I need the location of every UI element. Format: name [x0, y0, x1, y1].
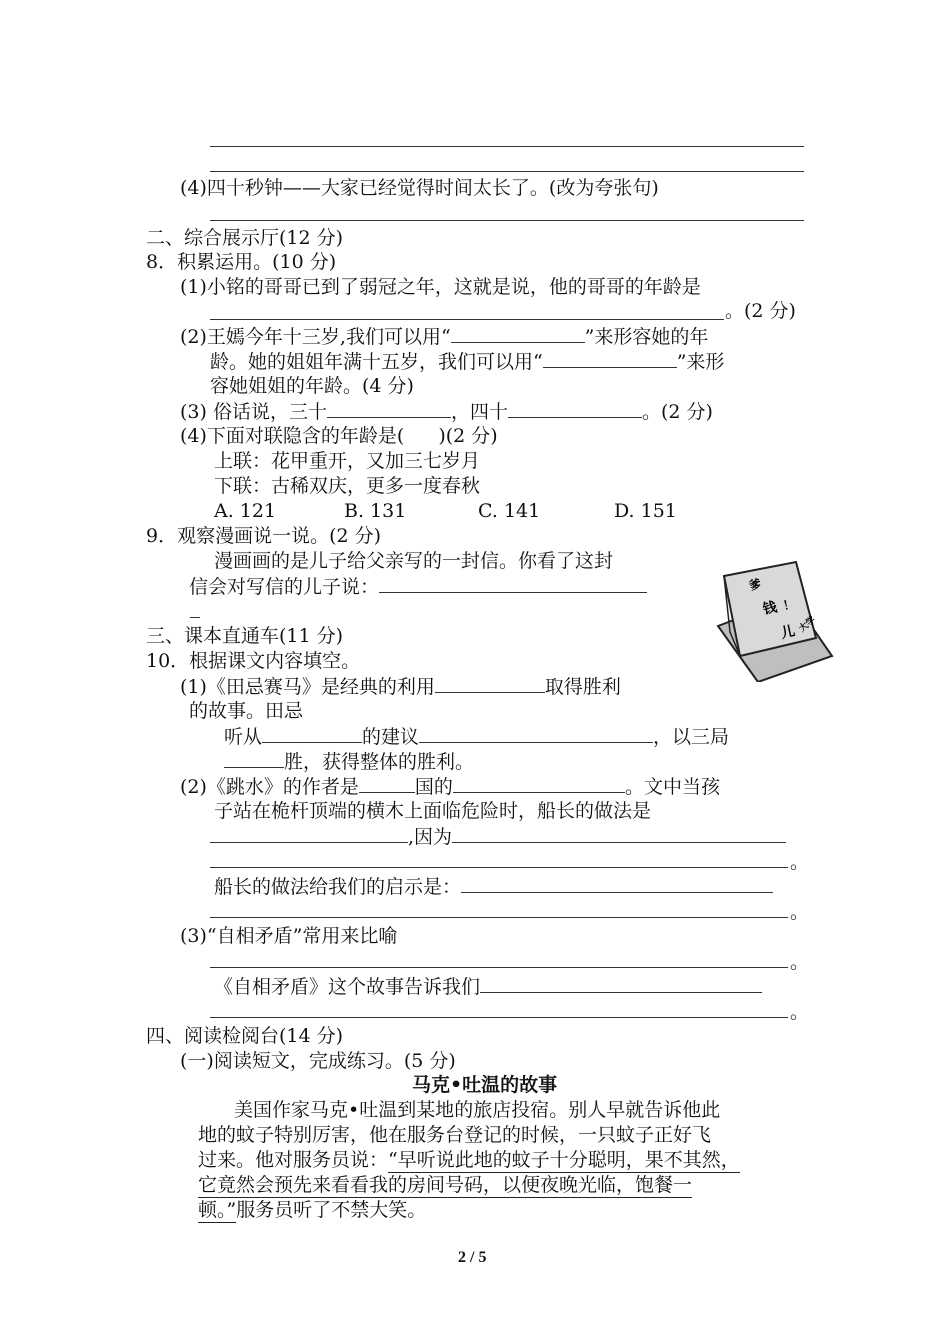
option-c[interactable]: C. 141: [478, 500, 541, 522]
underlined-quote: “早听说此地的蚊子十分聪明，果不其然，: [388, 1149, 740, 1171]
blank[interactable]: [480, 974, 762, 993]
story-title: 马克•吐温的故事: [412, 1074, 558, 1096]
blank[interactable]: [327, 399, 451, 418]
section2-title: 二、综合展示厅(12 分): [146, 227, 344, 249]
underlined-quote: 顿。”: [198, 1199, 237, 1221]
answer-line[interactable]: [190, 617, 200, 618]
underlined-quote: 它竟然会预先来看看我的房间号码，以便夜晚光临，饱餐一: [198, 1174, 693, 1196]
option-b[interactable]: B. 131: [344, 500, 407, 522]
q7-item4: (4)四十秒钟——大家已经觉得时间太长了。(改为夸张句): [180, 177, 659, 199]
section3-title: 三、课本直通车(11 分): [146, 625, 344, 647]
period: 。: [790, 951, 810, 973]
q10-s2-line3: ,因为: [210, 824, 786, 849]
cartoon-char: ！: [781, 596, 797, 613]
blank[interactable]: [210, 824, 408, 843]
story-p5: 顿。”服务员听了不禁大笑。: [198, 1199, 427, 1221]
blank[interactable]: [419, 724, 653, 743]
blank[interactable]: [359, 774, 415, 793]
story-p3: 过来。他对服务员说：“早听说此地的蚊子十分聪明，果不其然，: [198, 1149, 740, 1171]
q8-title: 8．积累运用。(10 分): [146, 251, 337, 273]
couplet-upper: 上联：花甲重开，又加三七岁月: [214, 450, 481, 472]
blank[interactable]: [452, 824, 786, 843]
section4-part1: (一)阅读短文，完成练习。(5 分): [180, 1050, 456, 1072]
story-p4: [198, 1173, 692, 1197]
answer-line[interactable]: [210, 917, 788, 918]
answer-line[interactable]: [210, 171, 804, 172]
blank[interactable]: [224, 749, 284, 768]
q10-s1-line4: 胜，获得整体的胜利。: [224, 749, 474, 774]
page-number: 2 / 5: [458, 1249, 487, 1266]
answer-line[interactable]: [210, 967, 788, 968]
answer-line[interactable]: [210, 146, 804, 147]
q10-title: 10．根据课文内容填空。: [146, 650, 361, 672]
option-a[interactable]: A. 121: [214, 500, 277, 522]
blank[interactable]: [435, 674, 545, 693]
cartoon-char: 钱: [761, 599, 779, 618]
q8-s3: (3) 俗话说，三十 ，四十 。(2 分): [180, 401, 713, 423]
answer-line[interactable]: [210, 319, 724, 320]
q8-s1-end: 。(2 分): [725, 300, 796, 322]
q9-title: 9．观察漫画说一说。(2 分): [146, 525, 382, 547]
blank[interactable]: [461, 874, 773, 893]
blank[interactable]: [262, 724, 362, 743]
q9-line2: 信会对写信的儿子说：: [189, 574, 647, 599]
section4-title: 四、阅读检阅台(14 分): [146, 1025, 344, 1047]
q10-s3-line1: (3)“自相矛盾”常用来比喻: [180, 925, 398, 947]
period: 。: [790, 851, 810, 873]
period: 。: [790, 901, 810, 923]
q9-line1: 漫画画的是儿子给父亲写的一封信。你看了这封: [214, 550, 614, 572]
q10-s2-line2: 子站在桅杆顶端的横木上面临危险时，船长的做法是: [214, 800, 652, 822]
q10-s1-line3: 听从 的建议 ，以三局: [224, 726, 730, 748]
q10-s3-line2: 《自相矛盾》这个故事告诉我们: [214, 974, 762, 999]
q8-s2-line2: 龄。她的姐姐年满十五岁，我们可以用“ ”来形: [210, 351, 725, 373]
story-p2: 地的蚊子特别厉害，他在服务台登记的时候，一只蚊子正好飞: [198, 1124, 712, 1146]
blank[interactable]: [451, 324, 585, 343]
story-p1: 美国作家马克•吐温到某地的旅店投宿。别人早就告诉他此: [234, 1099, 721, 1121]
cartoon-char: 儿: [779, 623, 797, 642]
q8-s4: (4)下面对联隐含的年龄是( )(2 分): [180, 425, 498, 447]
q8-s2-line3: 容她姐姐的年龄。(4 分): [210, 375, 414, 397]
cartoon-char: 大学: [797, 615, 818, 635]
q10-s2-lesson: 船长的做法给我们的启示是：: [214, 874, 773, 899]
blank[interactable]: [508, 399, 642, 418]
answer-line[interactable]: [210, 867, 788, 868]
q8-s2-line1: (2)王嫣今年十三岁,我们可以用“ ”来形容她的年: [180, 326, 709, 348]
answer-line[interactable]: [210, 1017, 788, 1018]
blank[interactable]: [453, 774, 625, 793]
option-d[interactable]: D. 151: [614, 500, 677, 522]
q10-s1-line2: 的故事。田忌: [189, 700, 304, 722]
q10-s1-line1: (1)《田忌赛马》是经典的利用 取得胜利: [180, 676, 621, 698]
q10-s2-line1: (2)《跳水》的作者是 国的 。文中当孩: [180, 776, 720, 798]
cartoon-char: 爹: [747, 576, 763, 593]
blank[interactable]: [379, 574, 647, 593]
letter-cartoon: [700, 558, 840, 682]
couplet-lower: 下联：古稀双庆，更多一度春秋: [214, 475, 481, 497]
period: 。: [790, 1001, 810, 1023]
q8-s1-line1: (1)小铭的哥哥已到了弱冠之年，这就是说，他的哥哥的年龄是: [180, 276, 701, 298]
answer-line[interactable]: [210, 220, 804, 221]
blank[interactable]: [543, 349, 677, 368]
